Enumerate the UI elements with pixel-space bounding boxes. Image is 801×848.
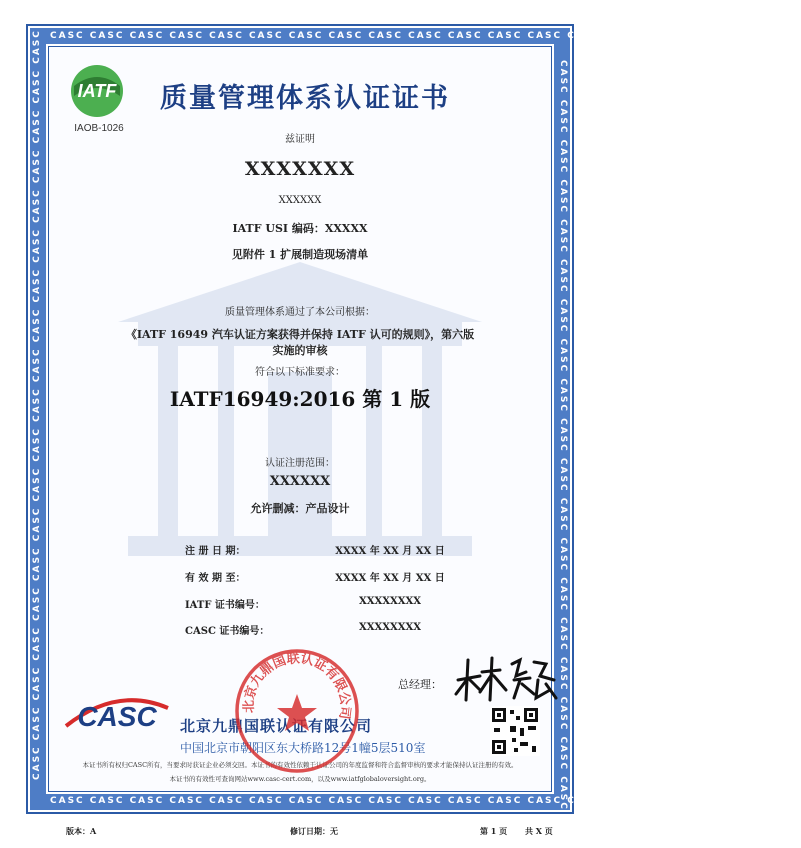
footer-version: 版本：A <box>66 826 97 836</box>
detail-value: XXXX 年 XX 月 XX 日 <box>335 546 445 557</box>
seal-text: 北京九鼎国联认证有限公司 <box>241 651 353 721</box>
annex-note: 见附件 1 扩展制造现场清单 <box>231 248 369 261</box>
accreditation-code: IAOB-1026 <box>74 123 124 134</box>
company-seal <box>232 646 362 776</box>
passed-line: 质量管理体系通过了本公司根据： <box>225 307 375 318</box>
company-address: XXXXXX <box>278 195 322 206</box>
border-pattern-top: CASC CASC CASC CASC CASC CASC CASC CASC CASC CASC CASC CASC CASC CASC CASC CASC CASC CASC CASC <box>50 31 801 41</box>
page-title: 质量管理体系认证证书 <box>160 83 450 114</box>
footer-total: 共 X 页 <box>525 826 553 836</box>
footer-revision: 修订日期：无 <box>290 826 338 836</box>
rules-line-1: 《IATF 16949 汽车认证方案获得并保持 IATF 认可的规则》，第六版 <box>125 328 475 341</box>
usi-code: IATF USI 编码：XXXXX <box>232 222 368 235</box>
issuer-name: 北京九鼎国联认证有限公司 <box>180 717 373 735</box>
border-pattern-right: CASC CASC CASC CASC CASC CASC CASC CASC CASC CASC CASC CASC CASC CASC CASC CASC CASC CASC CASC <box>558 60 568 811</box>
detail-value: XXXX 年 XX 月 XX 日 <box>335 573 445 584</box>
footnote-1: 本证书所有权归CASC所有，当要求时获证企业必须交回。本证书的有效性依赖于认证公司的年度监督和符合监督审核的要求才能保持认证注册的有效。 <box>82 761 518 769</box>
exclusion-note: 允许删减：产品设计 <box>250 502 350 515</box>
iatf-logo <box>62 62 132 120</box>
company-name: XXXXXXX <box>244 158 356 180</box>
detail-value: XXXXXXXX <box>358 596 422 607</box>
signature-label: 总经理： <box>398 678 442 691</box>
detail-value: XXXXXXXX <box>358 622 422 633</box>
conform-line: 符合以下标准要求： <box>255 367 345 378</box>
handwritten-signature <box>450 650 560 704</box>
qr-code[interactable] <box>490 706 540 756</box>
footnote-2: 本证书的有效性可查询网站www.casc-cert.com，以及www.iatfglobaloversight.org。 <box>169 775 431 783</box>
border-pattern-bottom: CASC CASC CASC CASC CASC CASC CASC CASC CASC CASC CASC CASC CASC CASC CASC CASC CASC CASC CASC <box>50 796 801 806</box>
detail-label: 有 效 期 至： <box>185 573 246 584</box>
scope-value: XXXXXX <box>269 474 331 489</box>
issuer-address: 中国北京市朝阳区东大桥路12号1幢5层510室 <box>180 741 426 755</box>
footer-page: 第 1 页 <box>480 826 508 836</box>
detail-label: IATF 证书编号： <box>185 600 265 611</box>
standard-name: IATF16949:2016 第 1 版 <box>169 387 431 411</box>
scope-label: 认证注册范围： <box>265 458 335 469</box>
detail-label: 注 册 日 期： <box>185 546 246 557</box>
border-pattern-left: CASC CASC CASC CASC CASC CASC CASC CASC CASC CASC CASC CASC CASC CASC CASC CASC CASC CASC CASC <box>32 29 42 780</box>
iatf-logo-text: IATF <box>77 81 117 101</box>
detail-label: CASC 证书编号： <box>185 626 270 637</box>
rules-line-2: 实施的审核 <box>272 344 328 357</box>
casc-logo-text: CASC <box>77 701 157 732</box>
intro-text: 兹证明 <box>285 134 315 145</box>
casc-logo <box>62 686 172 734</box>
